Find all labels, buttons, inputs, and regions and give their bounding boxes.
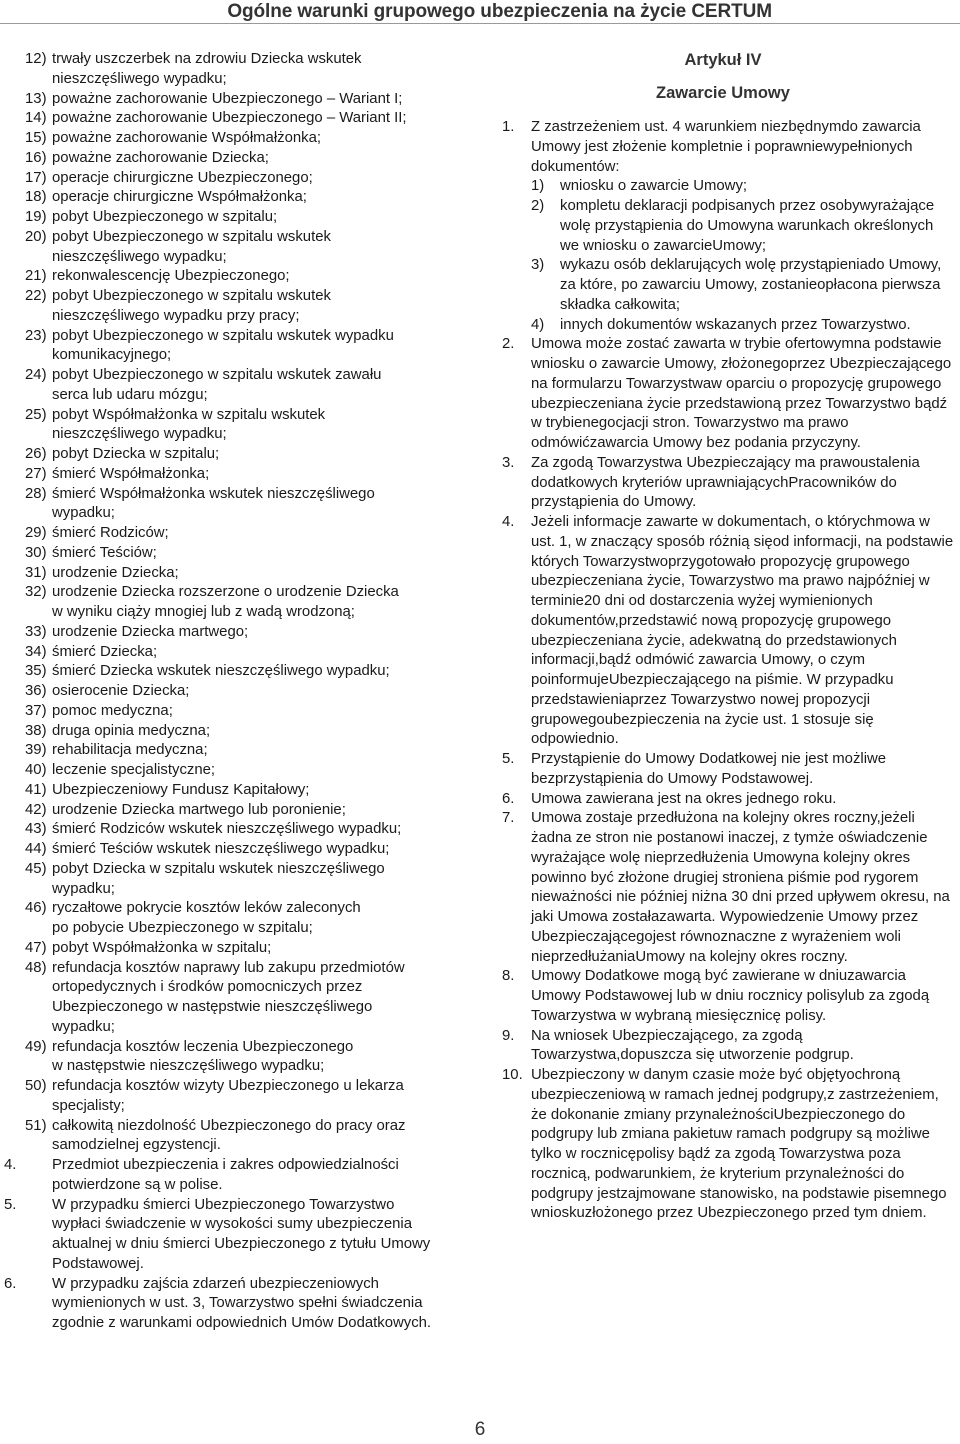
paragraph (502, 790, 954, 810)
text-line: na kolejny okres powinno być złożone drugiej stronie (531, 849, 911, 886)
paragraph-number: 7. (502, 810, 515, 827)
paragraph (502, 513, 954, 750)
list-item-number: 33) (25, 623, 47, 640)
list-item (25, 801, 455, 821)
text-line: Ubezpieczony w danym czasie może być objęty (531, 1067, 847, 1083)
text-line: na 30 dni przed upływem okresu, na jaki Umowa została (531, 889, 950, 925)
list-item (25, 781, 455, 801)
text-line: na życie przedstawioną przez Towarzystwo bądź w trybie (531, 395, 948, 432)
paragraph (502, 750, 954, 790)
list-item (25, 939, 455, 959)
text-line: rekonwalescencję Ubezpieczonego; (52, 268, 290, 285)
text-line: kompletu deklaracji podpisanych przez osoby (560, 198, 860, 214)
text-line: pobyt Współmałżonka w szpitalu wskutek (52, 406, 326, 423)
text-line: przez Towarzystwo nowej propozycji grupowego (531, 691, 871, 728)
text-line: wypełnionych dokumentów: (531, 138, 913, 175)
text-line: wypadku; (52, 505, 115, 522)
list-item-number: 23) (25, 327, 47, 344)
list-item (25, 406, 455, 446)
text-line: śmierć Teściów wskutek nieszczęśliwego wypadku; (52, 841, 390, 857)
right-column (502, 50, 954, 1224)
text-line: Za zgodą Towarzystwa Ubezpieczający ma prawo (531, 454, 861, 471)
paragraph-number: 2. (502, 336, 515, 353)
sub-list-item (531, 256, 954, 315)
page-header (0, 0, 960, 24)
list-item-number: 28) (25, 485, 47, 502)
text-line: śmierć Rodziców wskutek nieszczęśliwego wypadku; (52, 821, 402, 838)
list-item (25, 485, 455, 525)
list-item (25, 583, 455, 623)
text-line: innych dokumentów wskazanych przez Towarzystwo. (560, 316, 911, 333)
text-line: ortopedycznych i środków pomocniczych przez (52, 979, 363, 996)
paragraph-number: 6. (502, 790, 515, 807)
text-line: wypadku; (52, 880, 115, 897)
list-item-number: 30) (25, 544, 47, 561)
text-line: zgodnie z warunkami odpowiednich Umów Dodatkowych. (52, 1315, 432, 1331)
text-line: nieszczęśliwego wypadku przy pracy; (52, 307, 300, 324)
text-line: śmierć Teściów; (52, 544, 157, 561)
list-item (25, 208, 455, 228)
list-item (25, 445, 455, 465)
paragraph-number: 5. (4, 1196, 17, 1213)
text-line: śmierć Współmałżonka; (52, 465, 210, 482)
text-line: po pobycie Ubezpieczonego w szpitalu; (52, 920, 313, 936)
paragraph-number: 10. (502, 1067, 523, 1083)
text-line: negocjacji stron. Towarzystwo ma prawo odmówić (531, 415, 849, 451)
list-item-number: 42) (25, 801, 47, 818)
list-item (25, 1117, 455, 1157)
list-item-number: 34) (25, 643, 47, 660)
text-line: w oparciu o propozycję grupowego ubezpieczenia (531, 375, 942, 412)
text-line: pobyt Ubezpieczonego w szpitalu; (52, 209, 278, 225)
sub-list-item-number: 2) (531, 198, 545, 214)
text-line: przystąpienia do Umowy Podstawowej. (555, 770, 814, 787)
text-line: Umowa zostaje przedłużona na kolejny okres roczny, (531, 810, 881, 827)
list-item-number: 38) (25, 722, 47, 739)
text-line: na podstawie wniosku o zawarcie Umowy, złożonego (531, 336, 942, 372)
list-item-number: 48) (25, 959, 47, 976)
list-item-number: 32) (25, 584, 47, 601)
text-line: warunkiem, że kryterium przynależności do podgrupy jest (531, 1165, 905, 1202)
list-item (25, 327, 455, 367)
text-line: komunikacyjnego; (52, 347, 172, 364)
sub-list-item (531, 316, 954, 336)
text-line: osierocenie Dziecka; (52, 683, 190, 699)
text-line: polisy bądź za zgodą Towarzystwa poza rocznicą, pod (531, 1146, 901, 1182)
list-item (25, 465, 455, 485)
list-item-number: 12) (25, 51, 47, 67)
text-line: wymienionych w ust. 3, Towarzystwo spełni świadczenia (52, 1295, 423, 1312)
text-line: potwierdzone są w polise. (52, 1176, 223, 1193)
text-line: nieszczęśliwego wypadku; (52, 70, 227, 87)
paragraph (502, 967, 954, 1026)
paragraph (4, 1156, 455, 1196)
text-line: Umowy Dodatkowe mogą być zawierane w dniu (531, 968, 848, 985)
paragraph (502, 118, 954, 335)
list-item-number: 19) (25, 209, 47, 225)
paragraph (502, 335, 954, 454)
text-line: pomoc medyczna; (52, 702, 173, 719)
text-line: W przypadku zajścia zdarzeń ubezpieczeniowych (52, 1275, 379, 1292)
list-item (25, 959, 455, 1038)
text-line: Przedmiot ubezpieczenia i zakres odpowiedzialności (52, 1157, 399, 1173)
text-line: Umowa może zostać zawarta w trybie ofertowym (531, 336, 854, 353)
text-line: wykazu osób deklarujących wolę przystąpienia (560, 257, 868, 274)
text-line: mowa w ust. 1, w znaczący sposób różnią się (531, 514, 930, 550)
text-line: pobyt Dziecka w szpitalu; (52, 446, 220, 462)
sub-list-item-number: 3) (531, 257, 545, 274)
list-item (25, 228, 455, 268)
list-item-number: 31) (25, 564, 47, 581)
paragraph-number: 8. (502, 968, 515, 985)
list-item-number: 37) (25, 702, 47, 719)
text-line: dopuszcza się utworzenie podgrup. (620, 1047, 854, 1064)
list-item (25, 90, 455, 110)
text-line: serca lub udaru mózgu; (52, 386, 208, 403)
text-line: na życie, adekwatną do przedstawionych informacji, (531, 632, 897, 669)
list-item-number: 25) (25, 406, 47, 423)
list-item-number: 24) (25, 367, 47, 383)
text-line: W przypadku śmierci Ubezpieczonego Towarzystwo (52, 1196, 395, 1213)
text-line: ochroną ubezpieczeniową w ramach jednej podgrupy, (531, 1067, 901, 1103)
list-item (25, 366, 455, 406)
paragraph-number: 6. (4, 1275, 17, 1292)
paragraph-number: 3. (502, 454, 515, 471)
list-item-number: 50) (25, 1078, 47, 1094)
text-line: ustalenia dodatkowych kryteriów uprawniających (531, 454, 920, 491)
paragraph-number: 4. (502, 514, 515, 530)
list-item (25, 741, 455, 761)
text-line: ubezpieczenia na życie ust. 1 stosuje się odpowiednio. (531, 711, 874, 748)
text-line: nieszczęśliwego wypadku; (52, 426, 227, 443)
list-item (25, 643, 455, 663)
list-item (25, 840, 455, 860)
text-line: z zastrzeżeniem, że dokonanie zmiany przynależności (531, 1086, 939, 1123)
list-item (25, 287, 455, 327)
paragraph-number: 4. (4, 1157, 17, 1173)
text-line: że oświadczenie wyrażające wolę nieprzedłużenia Umowy (531, 830, 928, 866)
list-item-number: 35) (25, 663, 47, 680)
paragraph (4, 1275, 455, 1334)
text-line: bądź odmówić zawarcia Umowy, o czym poinformuje (531, 652, 866, 688)
text-line: jest równoznaczne z wyrażeniem woli nieprzedłużania (531, 928, 901, 965)
list-item (25, 761, 455, 781)
document-title: Ogólne warunki grupowego ubezpieczenia na życie CERTUM (227, 1, 772, 22)
list-item (25, 524, 455, 544)
list-item (25, 702, 455, 722)
list-item-number: 22) (25, 288, 47, 304)
text-line: urodzenie Dziecka; (52, 564, 179, 581)
text-line: pobyt Ubezpieczonego w szpitalu wskutek (52, 288, 331, 304)
text-line: wypadku; (52, 1018, 115, 1035)
text-line: refundacja kosztów wizyty Ubezpieczonego u lekarza (52, 1078, 404, 1094)
text-line: leczenie specjalistyczne; (52, 762, 216, 778)
paragraph (502, 1027, 954, 1067)
text-line: pobyt Współmałżonka w szpitalu; (52, 939, 272, 956)
list-item (25, 129, 455, 149)
list-item-number: 45) (25, 860, 47, 877)
text-line: w następstwie nieszczęśliwego wypadku; (52, 1058, 325, 1075)
text-line: wyrażające wolę przystąpienia do Umowy (560, 198, 935, 234)
text-line: śmierć Dziecka wskutek nieszczęśliwego wypadku; (52, 663, 390, 680)
text-line: Ubezpieczeniowy Fundusz Kapitałowy; (52, 781, 310, 798)
text-line: ryczałtowe pokrycie kosztów leków zaleconych (52, 900, 361, 917)
text-line: pobyt Ubezpieczonego w szpitalu wskutek zawału (52, 367, 382, 383)
list-item (25, 899, 455, 939)
sub-list-item-number: 1) (531, 178, 545, 195)
list-item-number: 16) (25, 149, 47, 166)
text-line: wniosku o zawarcie Umowy; (560, 178, 748, 195)
text-line: jeżeli żadna ze stron nie postanowi inaczej, z tym (531, 810, 915, 846)
text-line: poważne zachorowanie Ubezpieczonego – Wariant I; (52, 90, 403, 107)
list-item (25, 50, 455, 90)
text-line: urodzenie Dziecka martwego lub poronienie; (52, 801, 346, 818)
paragraph (4, 1196, 455, 1275)
text-line: Jeżeli informacje zawarte w dokumentach, o których (531, 514, 876, 530)
text-line: Ubezpieczającego na piśmie. W przypadku przedstawienia (531, 672, 894, 708)
list-item (25, 860, 455, 900)
list-item (25, 820, 455, 840)
text-line: samodzielnej egzystencji. (52, 1137, 221, 1154)
text-line: Pracowników do przystąpienia do Umowy. (531, 474, 897, 511)
text-line: trwały uszczerbek na zdrowiu Dziecka wskutek (52, 51, 362, 67)
text-line: pobyt Dziecka w szpitalu wskutek nieszczęśliwego (52, 860, 385, 877)
text-line: od informacji, na podstawie których Towarzystwo (531, 533, 954, 570)
text-line: poważne zachorowanie Dziecka; (52, 149, 269, 166)
text-line: przedstawić nową propozycję grupowego ubezpieczenia (531, 612, 892, 649)
text-line: operacje chirurgiczne Współmałżonka; (52, 189, 307, 206)
list-item-number: 26) (25, 446, 47, 462)
paragraph (502, 1066, 954, 1224)
text-line: do Umowy, za które, po zawarciu Umowy, zostanie (560, 257, 942, 293)
text-line: zawarta. Wypowiedzenie Umowy przez Ubezpieczającego (531, 909, 919, 945)
text-line: śmierć Rodziców; (52, 525, 169, 541)
text-line: Z zastrzeżeniem ust. 4 warunkiem niezbędnym (531, 119, 842, 135)
text-line: lub za zgodą Towarzystwa w wybraną miesięcznicę polisy. (531, 988, 930, 1024)
text-line: urodzenie Dziecka martwego; (52, 623, 249, 640)
sub-list-item (531, 177, 954, 197)
text-line: w wyniku ciąży mnogiej lub z wadą wrodzoną; (52, 604, 355, 620)
article-paragraphs (502, 118, 954, 1224)
list-item-number: 39) (25, 742, 47, 759)
sub-list-item (531, 197, 954, 256)
text-line: operacje chirurgiczne Ubezpieczonego; (52, 169, 313, 186)
list-item-number: 14) (25, 110, 47, 127)
list-item (25, 188, 455, 208)
paragraph (502, 454, 954, 513)
text-line: na piśmie pod rygorem nieważności nie później niż (531, 869, 919, 906)
text-line: Podstawowej. (52, 1255, 144, 1272)
list-item (25, 623, 455, 643)
paragraph-number: 9. (502, 1027, 515, 1044)
text-line: Umowy; (712, 237, 767, 254)
text-line: nieszczęśliwego wypadku; (52, 248, 227, 265)
list-item-number: 21) (25, 268, 47, 285)
list-item-number: 43) (25, 821, 47, 838)
text-line: przez Ubezpieczającego na formularzu Towarzystwa (531, 356, 952, 392)
text-line: Na wniosek Ubezpieczającego, za zgodą Towarzystwa, (531, 1027, 803, 1064)
list-item-number: 29) (25, 525, 47, 541)
article-title: Artykuł IV (684, 51, 762, 69)
list-item-number: 20) (25, 228, 47, 245)
list-item (25, 544, 455, 564)
text-line: w ramach podgrupy są możliwe tylko w rocznicę (531, 1126, 930, 1162)
paragraph-number: 5. (502, 751, 515, 767)
text-line: na życie, Towarzystwo ma prawo najpóźniej w terminie (531, 573, 930, 609)
text-line: złożonego przez Ubezpieczonego przed tym dniem. (584, 1205, 927, 1222)
list-item (25, 1038, 455, 1078)
left-column (4, 50, 455, 1334)
list-item (25, 564, 455, 584)
paragraph (502, 809, 954, 967)
text-line: urodzenie Dziecka rozszerzone o urodzenie Dziecka (52, 584, 399, 601)
text-line: przygotowało propozycję grupowego ubezpieczenia (531, 553, 910, 590)
list-item (25, 267, 455, 287)
text-line: na warunkach określonych we wniosku o zawarcie (560, 217, 934, 254)
text-line: do zawarcia Umowy jest złożenie kompletnie i poprawnie (531, 119, 921, 155)
text-line: Ubezpieczonego do podgrupy lub zmiana pakietu (531, 1106, 906, 1143)
list-item-number: 15) (25, 130, 47, 146)
list-item-number: 51) (25, 1117, 47, 1134)
list-item-number: 49) (25, 1038, 47, 1055)
text-line: opłacona pierwsza składka całkowita; (560, 277, 941, 313)
text-line: pobyt Ubezpieczonego w szpitalu wskutek wypadku (52, 327, 394, 344)
text-line: całkowitą niezdolność Ubezpieczonego do pracy oraz (52, 1117, 406, 1134)
list-item-number: 40) (25, 762, 47, 778)
text-line: 20 dni od dostarczenia wyżej wymienionych dokumentów, (531, 593, 873, 629)
list-item-number: 36) (25, 683, 47, 699)
text-line: Przystąpienie do Umowy Dodatkowej nie jest możliwe bez (531, 751, 887, 787)
list-item-number: 47) (25, 939, 47, 956)
list-item-number: 17) (25, 169, 47, 186)
text-line: refundacja kosztów leczenia Ubezpieczonego (52, 1038, 354, 1055)
list-item-number: 44) (25, 841, 47, 857)
text-line: Umowa zawierana jest na okres jednego roku. (531, 790, 837, 807)
text-line: Umowy na kolejny okres roczny. (635, 948, 848, 965)
text-line: aktualnej w dniu śmierci Ubezpieczonego z tytułu Umowy (52, 1236, 431, 1252)
text-line: rehabilitacja medyczna; (52, 742, 208, 759)
text-line: specjalisty; (52, 1097, 125, 1114)
list-item-number: 41) (25, 781, 47, 798)
text-line: Ubezpieczonego w następstwie nieszczęśliwego (52, 999, 373, 1015)
list-item (25, 682, 455, 702)
text-line: zawarcia Umowy bez podania przyczyny. (589, 435, 861, 451)
list-item (25, 722, 455, 742)
page-number: 6 (474, 1419, 486, 1440)
list-item-number: 13) (25, 90, 47, 107)
text-line: śmierć Dziecka; (52, 643, 158, 660)
text-line: zajmowane stanowisko, na podstawie pisemnego wniosku (531, 1185, 947, 1222)
text-line: druga opinia medyczna; (52, 722, 211, 739)
article-subtitle: Zawarcie Umowy (656, 84, 790, 102)
list-item-number: 46) (25, 900, 47, 917)
list-item-number: 18) (25, 189, 47, 206)
paragraph-number: 1. (502, 119, 515, 135)
sub-list-item-number: 4) (531, 316, 545, 333)
list-item (25, 169, 455, 189)
text-line: poważne zachorowanie Współmałżonka; (52, 130, 321, 146)
text-line: śmierć Współmałżonka wskutek nieszczęśliwego (52, 485, 375, 502)
list-item (25, 662, 455, 682)
text-line: pobyt Ubezpieczonego w szpitalu wskutek (52, 228, 331, 245)
list-item (25, 109, 455, 129)
text-line: wypłaci świadczenie w wysokości sumy ubezpieczenia (52, 1216, 413, 1233)
list-item (25, 1077, 455, 1117)
text-line: refundacja kosztów naprawy lub zakupu przedmiotów (52, 959, 405, 976)
text-line: zawarcia Umowy Podstawowej lub w dniu rocznicy polisy (531, 968, 906, 1004)
list-item-number: 27) (25, 465, 47, 482)
list-item (25, 149, 455, 169)
text-line: poważne zachorowanie Ubezpieczonego – Wariant II; (52, 110, 407, 127)
